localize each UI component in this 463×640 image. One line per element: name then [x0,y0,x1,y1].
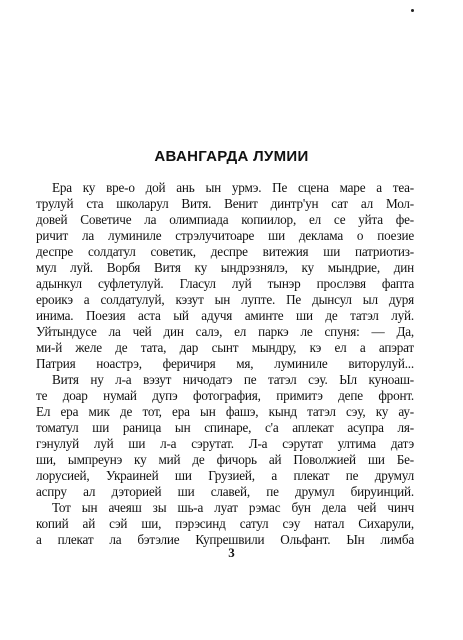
text-line: трулуй ста школарул Витя. Венит динтр'ун сат ал Мол- [36,196,414,211]
text-line: инима. Поезия аста ый адучя аминте ши де татэл луй. [36,308,414,323]
page-number: 3 [228,545,235,560]
text-line: а плекат ла бэтэлие Купрешвили Ольфант. Ын лимба [36,532,414,547]
text-line: ши, ымпреунэ ку мий де фичорь ай Поволжией ши Бе- [36,452,414,467]
text-line: деспре солдатул советик, деспре витежия ши патриотиз- [36,244,414,259]
text-line: мул луй. Ворбя Витя ку ындрэзнялэ, ку мындрие, дин [36,260,414,275]
text-line: ми-й желе де тата, дар сынт мындру, кэ ел а апэрат [36,340,414,355]
scan-speck [411,9,414,12]
text-line: гэнулуй луй ши л-а сэрутат. Л-а сэрутат ултима датэ [36,436,414,451]
text-line: ричит ла луминиле стрэлучитоаре ши деклама о поезие [36,228,414,243]
text-line: лорусией, Украиней ши Грузией, а плекат пе друмул [36,468,414,483]
text-line: Витя ну л-а вэзут ничодатэ пе татэл сэу. Ыл куноаш- [52,372,414,387]
text-line: довей Советиче ла олимпиада копиилор, ел се уйта фе- [36,212,414,227]
text-line: копий ай сэй ши, пэрэсинд сатул сэу натал Сихарули, [36,516,414,531]
text-line: Ел ера мик де тот, ера ын фашэ, кынд татэл сэу, ку ау- [36,404,414,419]
text-line: Уйтындуce ла чей дин салэ, ел паркэ ле спуня: — Да, [36,324,414,339]
text-line: ероикэ а солдатулуй, кэзут ын лупте. Пе дынсул ыл дуря [36,292,414,307]
text-line: аспру ал дэторией ши славей, пе друмул бируинций. [36,484,414,499]
text-line: Патрия ноастрэ, феричиря мя, луминиле виторулуй... [36,356,414,371]
chapter-title: АВАНГАРДА ЛУМИИ [154,148,309,165]
text-line: те доар нумай дупэ фотография, примитэ депе фронт. [36,388,414,403]
text-line: Ера ку вре-о дой ань ын урмэ. Пе сцена маре а теа- [52,180,414,195]
text-line: томатул ши раница ын спинаре, с'а аплекат асупра ля- [36,420,414,435]
text-line: адынкул суфлетулуй. Гласул луй тынэр прослэвя фапта [36,276,414,291]
text-line: Тот ын ачеяш зы шь-а луат рэмас бун дела чей чинч [52,500,414,515]
